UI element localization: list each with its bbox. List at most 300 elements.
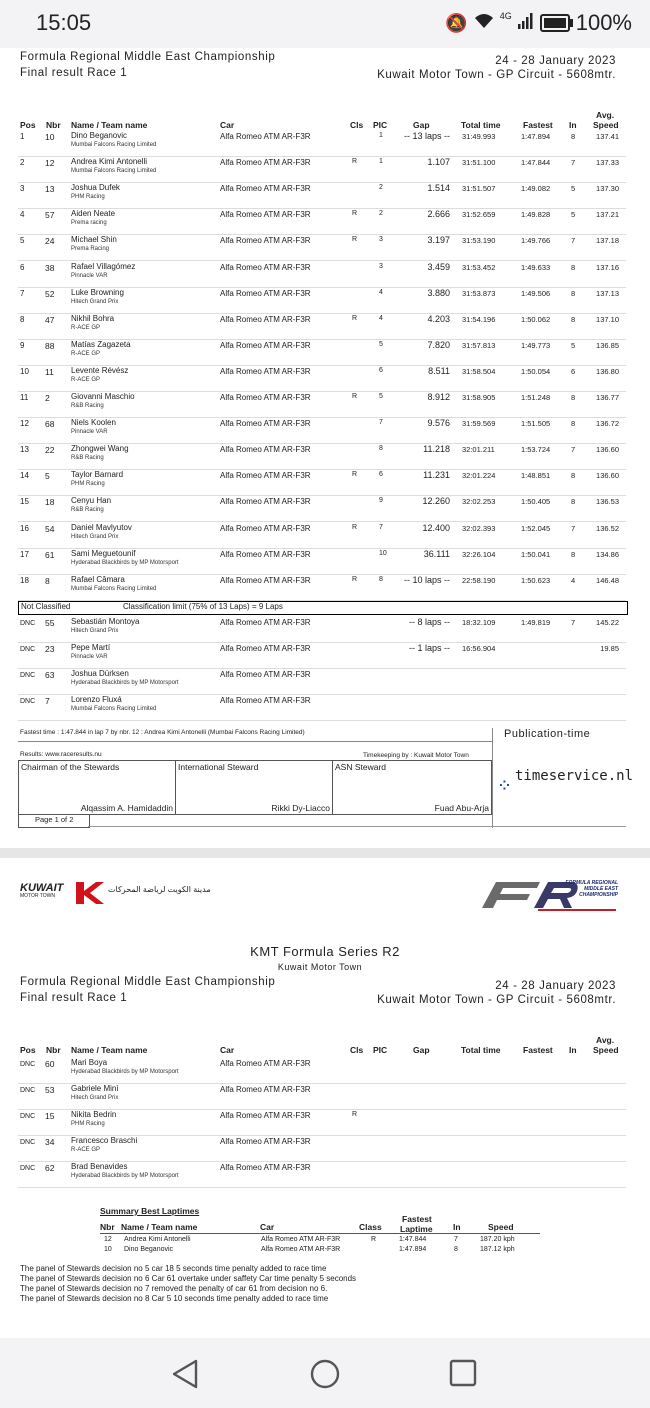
- cell-team: Hitech Grand Prix: [71, 533, 119, 540]
- cell-driver: Levente Révész: [71, 365, 129, 375]
- cell-team: Hitech Grand Prix: [71, 1095, 119, 1101]
- cell-nbr: 12: [45, 158, 55, 169]
- not-classified-label: Not Classified: [21, 602, 71, 611]
- cell-pos: 18: [20, 575, 29, 585]
- cell-car: Alfa Romeo ATM AR-F3R: [220, 1085, 311, 1094]
- cell-in: 8: [571, 471, 576, 481]
- cell-driver: Pepe Martí: [71, 643, 111, 652]
- cell-car: Alfa Romeo ATM AR-F3R: [220, 644, 311, 653]
- cell-gap: -- 13 laps --: [403, 131, 450, 141]
- header-cls: Cls: [350, 120, 364, 130]
- header-avg: Avg.: [596, 110, 615, 120]
- battery-level: 100%: [575, 10, 632, 35]
- cell-pos: 2: [20, 158, 25, 168]
- cell-driver: Nikhil Bohra: [71, 313, 115, 323]
- cell-car: Alfa Romeo ATM AR-F3R: [220, 314, 311, 324]
- cell-car: Alfa Romeo ATM AR-F3R: [220, 340, 311, 350]
- cell-speed: 136.60: [596, 445, 619, 455]
- summary-header-laptime: Laptime: [400, 1224, 433, 1234]
- table-row: [18, 261, 626, 288]
- cell-pos: 17: [20, 549, 29, 559]
- cell-cls: R: [352, 575, 358, 583]
- battery-icon: [540, 14, 570, 32]
- cell-car: Alfa Romeo ATM AR-F3R: [220, 575, 311, 585]
- cell-pos: 8: [20, 314, 25, 324]
- cell-speed: 136.52: [596, 523, 619, 533]
- header-nbr: Nbr: [46, 1045, 61, 1055]
- cell-driver: Michael Shin: [71, 235, 117, 245]
- cell-total-time: 31:58.905: [462, 393, 496, 402]
- cell-pos: 12: [20, 419, 29, 429]
- summary-row: [0, 1236, 600, 1246]
- cell-nbr: 22: [45, 445, 55, 456]
- kmt-logo-arabic: مدينة الكويت لرياضة المحركات: [108, 885, 211, 894]
- page-separator: [0, 848, 650, 858]
- header-speed: Speed: [593, 120, 619, 130]
- cell-nbr: 57: [45, 210, 55, 221]
- table-row: [18, 417, 626, 444]
- summary-nbr: 10: [104, 1246, 112, 1253]
- cell-speed: 145.22: [596, 618, 619, 627]
- cell-driver: Rafael Câmara: [71, 574, 125, 584]
- cell-pos: 5: [20, 236, 25, 246]
- cell-car: Alfa Romeo ATM AR-F3R: [220, 445, 311, 455]
- summary-header-class: Class: [359, 1222, 382, 1232]
- cell-gap: 3.459: [427, 261, 450, 272]
- cell-car: Alfa Romeo ATM AR-F3R: [220, 1059, 311, 1068]
- cell-team: PHM Racing: [71, 1121, 105, 1127]
- back-icon: [170, 1358, 200, 1390]
- header-in: In: [569, 120, 577, 130]
- cell-gap: 7.820: [427, 339, 450, 350]
- cell-in: 5: [571, 210, 576, 220]
- dnc-row: [18, 1057, 626, 1084]
- cell-pos: 3: [20, 184, 25, 194]
- cell-gap: 36.111: [423, 548, 450, 559]
- table-row: [18, 208, 626, 235]
- summary-title: Summary Best Laptimes: [100, 1206, 200, 1216]
- cell-driver: Niels Koolen: [71, 418, 116, 428]
- cell-fastest: 1:52.045: [521, 523, 551, 533]
- classification-limit: Classification limit (75% of 13 Laps) = 9 Laps: [123, 602, 283, 611]
- cell-total-time: 31:58.504: [462, 366, 496, 376]
- back-button[interactable]: [170, 1358, 200, 1395]
- cell-driver: Sebastián Montoya: [71, 617, 140, 626]
- summary-header-nbr: Nbr: [100, 1222, 115, 1232]
- status-bar: [0, 0, 650, 48]
- cell-pos: DNC: [20, 698, 36, 705]
- cell-team: PHM Racing: [71, 481, 105, 488]
- cell-fastest: 1:49.082: [521, 184, 551, 194]
- cell-pic: 8: [379, 445, 383, 453]
- cell-pic: 5: [379, 393, 383, 400]
- timeservice-icon: ⁘: [499, 778, 510, 793]
- cell-cls: R: [352, 314, 358, 322]
- cell-gap: 9.576: [427, 418, 450, 429]
- cell-pic: 10: [379, 549, 387, 557]
- cell-in: 4: [571, 575, 576, 585]
- home-button[interactable]: [309, 1358, 341, 1395]
- cell-car: Alfa Romeo ATM AR-F3R: [220, 132, 311, 141]
- header-gap: Gap: [413, 1045, 430, 1055]
- table-row: [18, 313, 626, 340]
- cell-fastest: 1:47.894: [521, 132, 551, 141]
- cell-pic: 6: [379, 471, 383, 479]
- summary-speed: 187.20 kph: [480, 1236, 515, 1243]
- table-row: [18, 443, 626, 470]
- cell-speed: 136.77: [596, 393, 619, 402]
- header-total: Total time: [461, 1045, 501, 1055]
- summary-header-name: Name / Team name: [121, 1222, 198, 1232]
- timeservice-logo: timeservice.nl: [515, 768, 634, 784]
- cell-fastest: 1:50.041: [521, 549, 551, 559]
- cell-total-time: 31:52.659: [462, 210, 496, 220]
- table-row: [18, 548, 626, 575]
- header-car: Car: [220, 120, 235, 130]
- dnc-row: [18, 694, 626, 721]
- cell-nbr: 55: [45, 618, 55, 628]
- cell-gap: 3.197: [427, 235, 450, 246]
- cell-gap: 11.231: [423, 470, 450, 481]
- stewards-decision: The panel of Stewards decision no 7 removed the penalty of car 61 from decision no 6.: [20, 1284, 328, 1293]
- recent-apps-button[interactable]: [448, 1358, 478, 1393]
- cell-in: 6: [571, 366, 576, 376]
- header-pos: Pos: [20, 120, 36, 130]
- timeservice-area: [492, 728, 634, 828]
- chairman-steward-box: [18, 760, 176, 815]
- cell-speed: 137.18: [596, 236, 619, 246]
- cell-pic: 1: [379, 132, 383, 139]
- cell-car: Alfa Romeo ATM AR-F3R: [220, 262, 311, 272]
- cell-cls: R: [352, 393, 358, 400]
- cell-team: Mumbai Falcons Racing Limited: [71, 706, 157, 712]
- summary-in: 8: [454, 1246, 458, 1253]
- header-fastest: Fastest: [523, 120, 553, 130]
- cell-total-time: 18:32.109: [462, 618, 496, 627]
- cell-in: 7: [571, 618, 576, 627]
- circuit-info-2: Kuwait Motor Town - GP Circuit - 5608mtr.: [377, 994, 616, 1006]
- summary-laptime: 1:47.894: [399, 1246, 427, 1253]
- international-title: International Steward: [178, 762, 259, 772]
- kmt-logo-text: KUWAIT: [20, 882, 64, 894]
- cell-car: Alfa Romeo ATM AR-F3R: [220, 497, 311, 507]
- cell-car: Alfa Romeo ATM AR-F3R: [220, 236, 311, 246]
- cell-cls: R: [352, 471, 358, 479]
- cell-pos: 11: [20, 393, 29, 402]
- cell-total-time: 32:01.211: [462, 445, 495, 455]
- chairman-title: Chairman of the Stewards: [21, 762, 120, 772]
- footer-line: [88, 826, 626, 827]
- cell-speed: 137.30: [596, 184, 619, 194]
- cell-speed: 137.21: [596, 210, 619, 220]
- cell-team: Pinnacle VAR: [71, 272, 108, 279]
- cell-fastest: 1:49.766: [521, 236, 551, 246]
- cell-nbr: 54: [45, 523, 55, 534]
- cell-fastest: 1:49.819: [521, 618, 551, 627]
- cell-in: 8: [571, 288, 576, 298]
- cell-gap: -- 1 laps --: [408, 643, 450, 653]
- summary-laptime: 1:47.844: [399, 1236, 427, 1243]
- results-page-2: [0, 858, 650, 1338]
- cell-nbr: 62: [45, 1163, 55, 1173]
- cell-speed: 136.80: [596, 366, 619, 376]
- cell-team: Prema racing: [71, 220, 107, 227]
- cell-pos: 14: [20, 471, 29, 481]
- cell-in: 8: [571, 262, 576, 272]
- header-gap: Gap: [413, 120, 430, 130]
- cell-speed: 136.72: [596, 419, 619, 429]
- cell-fastest: 1:51.248: [521, 393, 551, 402]
- cell-speed: 134.86: [596, 549, 619, 559]
- cell-pos: 7: [20, 288, 25, 298]
- cell-fastest: 1:49.506: [521, 288, 551, 298]
- cell-nbr: 38: [45, 262, 55, 273]
- wifi-icon: [474, 13, 494, 34]
- cell-pos: DNC: [20, 1139, 36, 1146]
- cell-total-time: 31:53.190: [462, 236, 496, 246]
- cell-gap: -- 10 laps --: [403, 574, 450, 585]
- cell-pic: 6: [379, 366, 383, 374]
- table-row: [18, 339, 626, 366]
- summary-class: R: [371, 1236, 377, 1243]
- cell-nbr: 24: [45, 236, 55, 247]
- cell-driver: Joshua Dürksen: [71, 669, 129, 678]
- cell-total-time: 31:57.813: [462, 340, 496, 350]
- summary-driver: Dino Beganovic: [124, 1246, 174, 1253]
- dnc-row: [18, 1109, 626, 1136]
- cell-total-time: 32:02.253: [462, 497, 496, 507]
- recent-apps-icon: [448, 1358, 478, 1388]
- cell-total-time: 31:54.196: [462, 314, 496, 324]
- cell-pic: 2: [379, 210, 383, 218]
- cell-car: Alfa Romeo ATM AR-F3R: [220, 158, 311, 168]
- cell-fastest: 1:51.505: [521, 419, 551, 429]
- cell-gap: 3.880: [427, 287, 450, 298]
- results-source: Results: www.raceresults.nu: [20, 751, 102, 758]
- cell-driver: Aiden Neate: [71, 209, 116, 219]
- asn-title: ASN Steward: [335, 762, 387, 772]
- results-page-1: [0, 48, 650, 848]
- table-row: [18, 182, 626, 209]
- divider: [18, 741, 492, 742]
- venue: Kuwait Motor Town: [277, 962, 363, 972]
- cell-nbr: 2: [45, 393, 50, 403]
- summary-car: Alfa Romeo ATM AR-F3R: [261, 1246, 341, 1253]
- cell-gap: 4.203: [427, 313, 450, 324]
- cell-team: Hitech Grand Prix: [71, 628, 119, 634]
- cell-team: R&B Racing: [71, 403, 104, 409]
- summary-speed: 187.12 kph: [480, 1246, 515, 1253]
- cell-nbr: 8: [45, 575, 50, 586]
- cell-pic: 7: [379, 523, 383, 531]
- cell-team: Mumbai Falcons Racing Limited: [71, 168, 157, 175]
- header-pos: Pos: [20, 1045, 36, 1055]
- cell-car: Alfa Romeo ATM AR-F3R: [220, 366, 311, 376]
- cell-speed: 137.33: [596, 158, 619, 168]
- cell-pos: 4: [20, 210, 25, 220]
- cell-fastest: 1:53.724: [521, 445, 551, 455]
- circuit-info: Kuwait Motor Town - GP Circuit - 5608mtr.: [377, 69, 616, 81]
- summary-in: 7: [454, 1236, 458, 1243]
- cell-pos: 13: [20, 445, 29, 455]
- header-speed: Speed: [593, 1045, 619, 1055]
- cell-driver: Luke Browning: [71, 287, 124, 297]
- cell-fastest: 1:49.773: [521, 340, 551, 350]
- result-title: Final result Race 1: [20, 67, 128, 79]
- cell-total-time: 32:01.224: [462, 471, 496, 481]
- cell-gap: 12.260: [422, 496, 450, 507]
- header-pic: PIC: [373, 1045, 388, 1055]
- cell-cls: R: [352, 1111, 358, 1118]
- header-nbr: Nbr: [46, 120, 61, 130]
- cell-cls: R: [352, 210, 358, 218]
- international-name: Rikki Dy-Liacco: [271, 803, 330, 813]
- cell-driver: Joshua Dufek: [71, 183, 120, 193]
- header-in: In: [569, 1045, 577, 1055]
- championship-name: Formula Regional Middle East Championship: [20, 51, 276, 63]
- cell-nbr: 5: [45, 471, 50, 482]
- summary-nbr: 12: [104, 1236, 112, 1243]
- cell-car: Alfa Romeo ATM AR-F3R: [220, 393, 311, 402]
- table-row: [18, 287, 626, 314]
- cell-nbr: 15: [45, 1111, 55, 1121]
- cell-pic: 8: [379, 575, 383, 583]
- page-number-box: [18, 814, 90, 828]
- cell-team: Mumbai Falcons Racing Limited: [71, 142, 157, 148]
- cell-car: Alfa Romeo ATM AR-F3R: [220, 670, 311, 679]
- cell-total-time: 31:53.873: [462, 288, 496, 298]
- cell-driver: Cenyu Han: [71, 496, 112, 506]
- table-row: [18, 234, 626, 261]
- cell-driver: Mari Boya: [71, 1058, 108, 1067]
- cell-in: 8: [571, 314, 576, 324]
- header-avg: Avg.: [596, 1035, 615, 1045]
- stewards-decision: The panel of Stewards decision no 6 Car 61 overtake under saffety Car time penalty 5 seconds: [20, 1274, 357, 1283]
- cell-fastest: 1:49.828: [521, 210, 551, 220]
- cell-team: R-ACE GP: [71, 350, 101, 357]
- cell-nbr: 53: [45, 1085, 55, 1095]
- cell-speed: 19.85: [600, 644, 619, 653]
- cell-fastest: 1:47.844: [521, 158, 551, 168]
- header-pic: PIC: [373, 120, 388, 130]
- dnc-row: [18, 1161, 626, 1188]
- cell-car: Alfa Romeo ATM AR-F3R: [220, 549, 311, 559]
- cell-total-time: 31:51.507: [462, 184, 496, 194]
- dnc-row: [18, 642, 626, 669]
- cell-pic: 2: [379, 184, 383, 192]
- table-row: [18, 574, 626, 601]
- cell-total-time: 22:58.190: [462, 575, 496, 585]
- cell-driver: Brad Benavides: [71, 1162, 128, 1171]
- cell-pic: 9: [379, 497, 383, 505]
- table-row: [18, 391, 626, 418]
- cell-driver: Giovanni Maschio: [71, 392, 135, 401]
- summary-car: Alfa Romeo ATM AR-F3R: [261, 1236, 341, 1243]
- cell-in: 7: [571, 236, 576, 246]
- dnc-row: [18, 1135, 626, 1162]
- kmt-logo-sub: MOTOR TOWN: [20, 893, 55, 899]
- cell-car: Alfa Romeo ATM AR-F3R: [220, 523, 311, 533]
- summary-divider: [100, 1233, 540, 1234]
- header-fastest: Fastest: [523, 1045, 553, 1055]
- network-type: 4G: [499, 11, 512, 21]
- kmt-k-icon: [74, 880, 104, 906]
- cell-car: Alfa Romeo ATM AR-F3R: [220, 1137, 311, 1146]
- event-date: 24 - 28 January 2023: [495, 55, 616, 67]
- cell-in: 7: [571, 158, 576, 168]
- cell-total-time: 16:56.904: [462, 644, 496, 653]
- event-date-2: 24 - 28 January 2023: [495, 980, 616, 992]
- chairman-name: Alqassim A. Hamidaddin: [80, 803, 173, 813]
- cell-driver: Gabriele Minì: [71, 1084, 119, 1093]
- asn-steward-box: [332, 760, 492, 815]
- cell-fastest: 1:50.054: [521, 366, 551, 376]
- mute-icon: 🔕: [445, 12, 468, 33]
- cell-car: Alfa Romeo ATM AR-F3R: [220, 471, 311, 481]
- cell-pic: 7: [379, 419, 383, 427]
- cell-nbr: 23: [45, 644, 55, 654]
- table-row: [18, 522, 626, 549]
- cell-car: Alfa Romeo ATM AR-F3R: [220, 210, 311, 220]
- not-classified-bar: [18, 601, 628, 615]
- cell-team: Pinnacle VAR: [71, 654, 108, 660]
- cell-in: 8: [571, 497, 576, 507]
- international-steward-box: [175, 760, 333, 815]
- cell-gap: 8.511: [428, 365, 450, 376]
- dnc-row: [18, 668, 626, 695]
- cell-cls: R: [352, 523, 358, 531]
- cell-nbr: 7: [45, 696, 50, 706]
- publication-time: Publication-time: [504, 728, 591, 740]
- header-name: Name / Team name: [71, 120, 148, 130]
- header-cls: Cls: [350, 1045, 364, 1055]
- cell-car: Alfa Romeo ATM AR-F3R: [220, 696, 311, 705]
- cell-total-time: 31:51.100: [462, 158, 496, 168]
- summary-row: [0, 1246, 600, 1256]
- cell-fastest: 1:50.623: [521, 575, 551, 585]
- cell-speed: 137.41: [596, 132, 619, 141]
- cell-pic: 3: [379, 262, 383, 270]
- cell-team: Hyderabad Blackbirds by MP Motorsport: [71, 1069, 179, 1075]
- cell-car: Alfa Romeo ATM AR-F3R: [220, 618, 311, 627]
- cell-nbr: 34: [45, 1137, 55, 1147]
- cell-car: Alfa Romeo ATM AR-F3R: [220, 184, 311, 194]
- asn-name: Fuad Abu-Arja: [434, 803, 489, 813]
- status-icons: [445, 10, 632, 36]
- timekeeping: Timekeeping by : Kuwait Motor Town: [363, 752, 469, 759]
- cell-team: Mumbai Falcons Racing Limited: [71, 585, 157, 592]
- table-row: [18, 156, 626, 183]
- cell-in: 5: [571, 184, 576, 194]
- cell-total-time: 32:26.104: [462, 549, 496, 559]
- cell-driver: Taylor Barnard: [71, 470, 124, 480]
- summary-header-in: In: [453, 1222, 461, 1232]
- cell-nbr: 10: [45, 132, 55, 142]
- cell-speed: 137.10: [596, 314, 619, 324]
- cell-in: 8: [571, 419, 576, 429]
- cell-cls: R: [352, 236, 358, 244]
- fr-logo: [478, 878, 618, 912]
- cell-nbr: 88: [45, 340, 55, 351]
- cell-driver: Dino Beganovic: [71, 131, 128, 140]
- cell-pos: DNC: [20, 620, 36, 627]
- cell-nbr: 13: [45, 184, 55, 195]
- cell-team: R-ACE GP: [71, 1147, 101, 1153]
- cell-pos: 6: [20, 262, 25, 272]
- cell-pic: 5: [379, 340, 383, 348]
- home-icon: [309, 1358, 341, 1390]
- cell-in: 5: [571, 340, 576, 350]
